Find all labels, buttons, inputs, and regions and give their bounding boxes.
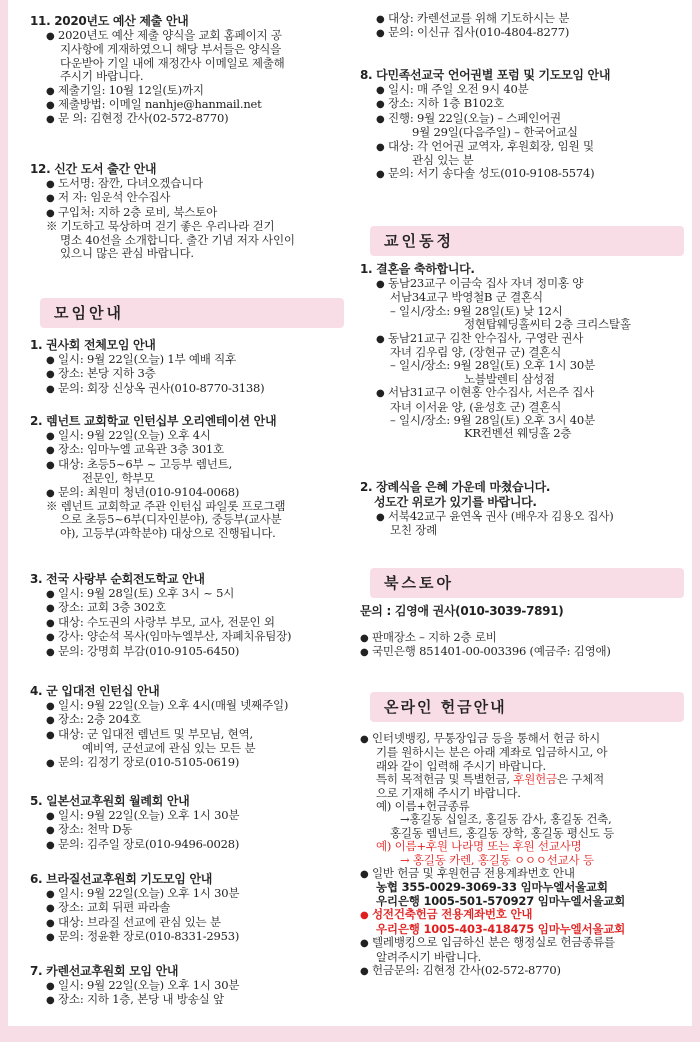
meeting-3 (30, 572, 291, 659)
text-line: 정현탑웨딩홀씨티 2층 크리스탈홀 (464, 317, 631, 332)
meeting-4 (30, 684, 288, 770)
list-item: ● 진행: 9월 22일(오늘) – 스페인어권 (360, 112, 610, 126)
meeting-5 (30, 794, 239, 852)
list-item: ● 문의: 이신규 집사(010-4804-8277) (360, 26, 569, 40)
list-item: ● 장소: 천막 D동 (30, 823, 239, 837)
list-item: ● 대상: 초등5~6부 ~ 고등부 렘넌트, (30, 458, 285, 472)
news-header: 교인동정 (370, 226, 684, 256)
text-line: 예) 이름+후원 나라명 또는 후원 선교사명 (376, 839, 582, 854)
list-item: ● 텔레뱅킹으로 입금하신 분은 행정실로 헌금종류를 (360, 936, 625, 950)
note-line: ※ 기도하고 묵상하며 걷기 좋은 우리나라 걷기 (46, 219, 275, 234)
text-line: 서남34교구 박영철B 군 결혼식 (390, 290, 543, 305)
online-offering-header: 온라인 헌금안내 (370, 692, 684, 722)
list-item: ● 일시: 9월 22일(오늘) 오후 1시 30분 (30, 979, 239, 993)
section-title: 1. 결혼을 축하합니다. (360, 262, 475, 276)
text-line: → 홍길동 카렌, 홍길동 ㅇㅇㅇ선교사 등 (400, 852, 594, 867)
meeting-7-continued (360, 12, 569, 41)
text-line: 홍길동 렘넌트, 홍길동 장학, 홍길동 평신도 등 (390, 825, 615, 840)
text-line: 알려주시기 바랍니다. (376, 949, 482, 964)
list-item: ● 일시: 9월 22일(오늘) 오후 1시 30분 (30, 809, 239, 823)
text-line: 모친 장례 (390, 523, 438, 538)
section-title: 8. 다민족선교국 언어권별 포럼 및 기도모임 안내 (360, 68, 611, 82)
text-line: ● 2020년도 예산 제출 양식을 교회 홈페이지 공 (30, 29, 285, 43)
text-line: 지사항에 게재하였으니 해당 부서들은 양식을 (60, 42, 282, 57)
text-line: 예) 이름+헌금종류 (376, 799, 470, 814)
text-line: – 일시/장소: 9월 28일(토) 오후 3시 40분 (390, 413, 595, 428)
list-item: ● 장소: 임마누엘 교육관 3층 301호 (30, 443, 285, 457)
bookstore-header: 북스토아 (370, 568, 684, 598)
list-item: ● 일시: 9월 22일(오늘) 1부 예배 직후 (30, 353, 264, 367)
meeting-6 (30, 872, 239, 945)
note-line: 명소 40선을 소개합니다. 출간 기념 저자 사인이 (60, 232, 295, 247)
note-line: 있으니 많은 관심 바랍니다. (60, 246, 194, 261)
list-item: ● 강사: 양순석 목사(임마누엘부산, 자폐치유팀장) (30, 630, 291, 644)
meeting-1 (30, 338, 264, 396)
text-segment: 은 구체적 (556, 772, 605, 787)
list-item: ● 동남23교구 이금숙 집사 자녀 정미홍 양 (360, 277, 631, 291)
list-item: ● 서남31교구 이현홍 안수집사, 서은주 집사 (360, 386, 631, 400)
list-item: ● 인터넷뱅킹, 무통장입금 등을 통해서 헌금 하시 (360, 732, 625, 746)
note-line: 야), 고등부(과학분야) 대상으로 진행됩니다. (60, 525, 276, 540)
bulletin-page (8, 0, 692, 1026)
list-item: ● 문의: 서기 송다솔 성도(010-9108-5574) (360, 167, 610, 181)
list-item: ● 대상: 브라질 선교에 관심 있는 분 (30, 916, 239, 930)
section-subtitle: 성도간 위로가 있기를 바랍니다. (374, 495, 537, 509)
text-line: 노블발렌티 삼성점 (464, 371, 555, 386)
text-line: KR컨벤션 웨딩홀 2층 (464, 426, 572, 441)
section-title: 1. 권사회 전체모임 안내 (30, 338, 156, 352)
section-title: 3. 전국 사랑부 순회전도학교 안내 (30, 572, 205, 586)
section-title: 7. 카렌선교후원회 모임 안내 (30, 964, 179, 978)
list-item: ● 대상: 각 언어권 교역자, 후원회장, 임원 및 (360, 140, 610, 154)
list-item: ● 헌금문의: 김현정 간사(02-572-8770) (360, 964, 625, 978)
list-item: ● 대상: 수도권의 사랑부 부모, 교사, 전문인 외 (30, 616, 291, 630)
list-item: ● 문의: 김주일 장로(010-9496-0028) (30, 838, 239, 852)
list-item: ● 문의: 최원미 청년(010-9104-0068) (30, 486, 285, 500)
list-item: ● 일시: 9월 22일(오늘) 오후 1시 30분 (30, 887, 239, 901)
list-item: ● 장소: 본당 지하 3층 (30, 367, 264, 381)
list-item: ● 판매장소 – 지하 2층 로비 (360, 631, 611, 645)
section-title: 2. 렘넌트 교회학교 인턴십부 오리엔테이션 안내 (30, 414, 277, 428)
bookstore-info (360, 604, 611, 660)
list-item: ● 장소: 지하 1층, 본당 내 방송실 앞 (30, 993, 239, 1007)
text-line: 자녀 이서윤 양, (윤성호 군) 결혼식 (390, 399, 562, 414)
text-line: 으로 기재해 주시기 바랍니다. (376, 785, 521, 800)
list-item: ● 문의: 회장 신상옥 권사(010-8770-3138) (30, 382, 264, 396)
note-line: 으로 초등5~6부(디자인분야), 중등부(교사분 (60, 512, 282, 527)
new-book-notice (30, 162, 295, 260)
list-item: ● 일시: 9월 22일(오늘) 오후 4시(매월 넷째주일) (30, 699, 288, 713)
section-title: 12. 신간 도서 출간 안내 (30, 162, 157, 176)
list-item: ● 대상: 군 입대전 렘넌트 및 부모님, 현역, (30, 728, 288, 742)
meeting-2 (30, 414, 285, 540)
list-item: ● 장소: 지하 1층 B102호 (360, 97, 610, 111)
section-title: 6. 브라질선교후원회 기도모임 안내 (30, 872, 213, 886)
list-item: ● 구입처: 지하 2층 로비, 북스토아 (30, 206, 295, 220)
meeting-7 (30, 964, 239, 1008)
list-item: ● 저 자: 임운석 안수집사 (30, 191, 295, 205)
list-item: ● 장소: 2층 204호 (30, 713, 288, 727)
text-line: 자녀 김우림 양, (장현규 군) 결혼식 (390, 345, 562, 360)
list-item: ● 국민은행 851401-00-003396 (예금주: 김영애) (360, 645, 611, 659)
meeting-8 (360, 68, 610, 182)
list-item: ● 대상: 카렌선교를 위해 기도하시는 분 (360, 12, 569, 26)
list-item: ● 장소: 교회 뒤편 파라솔 (30, 901, 239, 915)
text-line: 다운받아 기일 내에 재정간사 이메일로 제출해 (60, 55, 285, 70)
list-item: ● 제출방법: 이메일 nanhje@hanmail.net (30, 98, 285, 112)
text-line (360, 773, 625, 786)
account-line: 우리은행 1005-403-418475 임마누엘서울교회 (376, 921, 626, 936)
budget-notice (30, 14, 285, 127)
list-item: ● 문의: 강명희 부감(010-9105-6450) (30, 645, 291, 659)
list-item: ● 문 의: 김현정 간사(02-572-8770) (30, 112, 285, 126)
section-title: 2. 장례식을 은혜 가운데 마쳤습니다. (360, 480, 551, 494)
list-item: ● 장소: 교회 3층 302호 (30, 601, 291, 615)
list-item: ● 일시: 매 주일 오전 9시 40분 (360, 83, 610, 97)
bookstore-contact: 문의 : 김영애 권사(010-3039-7891) (360, 604, 564, 618)
list-item: ● 일시: 9월 28일(토) 오후 3시 ~ 5시 (30, 587, 291, 601)
text-line: 관심 있는 분 (412, 153, 474, 168)
highlight-text: 후원헌금 (513, 772, 557, 787)
list-item: ● 도서명: 잠깐, 다녀오겠습니다 (30, 177, 295, 191)
text-line: – 일시/장소: 9월 28일(토) 낮 12시 (390, 303, 563, 318)
text-line: 기를 원하시는 분은 아래 계좌로 입금하시고, 아 (376, 745, 608, 760)
list-item: ● 일시: 9월 22일(오늘) 오후 4시 (30, 429, 285, 443)
list-item: ● 일반 헌금 및 후원헌금 전용계좌번호 안내 (360, 867, 625, 881)
news-funeral (360, 480, 614, 538)
meeting-header: 모임안내 (40, 298, 344, 328)
text-line: →홍길동 십일조, 홍길동 감사, 홍길동 건축, (400, 812, 612, 827)
section-title: 11. 2020년도 예산 제출 안내 (30, 14, 189, 28)
online-offering-info (360, 732, 625, 978)
account-line: 우리은행 1005-501-570927 임마누엘서울교회 (376, 893, 626, 908)
section-title: 5. 일본선교후원회 월례회 안내 (30, 794, 190, 808)
text-line: 주시기 바랍니다. (60, 69, 144, 84)
text-line: 전문인, 학부모 (82, 471, 155, 486)
account-line: 농협 355-0029-3069-33 임마누엘서울교회 (376, 880, 608, 895)
list-item: ● 성전건축헌금 전용계좌번호 안내 (360, 908, 625, 922)
text-line: 9월 29일(다음주일) – 한국어교실 (412, 125, 578, 140)
text-line: 래와 같이 입력해 주시기 바랍니다. (376, 758, 547, 773)
list-item: ● 문의: 정윤환 장로(010-8331-2953) (30, 930, 239, 944)
text-line: 예비역, 군선교에 관심 있는 모든 분 (82, 741, 256, 756)
note-line: ※ 렘넌트 교회학교 주관 인턴십 파일롯 프로그램 (46, 499, 286, 514)
text-segment: 특히 목적헌금 및 특별헌금, (376, 772, 514, 787)
text-line: – 일시/장소: 9월 28일(토) 오후 1시 30분 (390, 358, 595, 373)
section-title: 4. 군 입대전 인턴십 안내 (30, 684, 160, 698)
list-item: ● 문의: 김정기 장로(010-5105-0619) (30, 756, 288, 770)
news-wedding (360, 262, 631, 441)
list-item: ● 서북42교구 윤연옥 권사 (배우자 김용오 집사) (360, 510, 614, 524)
list-item: ● 동남21교구 김찬 안수집사, 구영란 권사 (360, 332, 631, 346)
list-item: ● 제출기일: 10월 12일(토)까지 (30, 84, 285, 98)
